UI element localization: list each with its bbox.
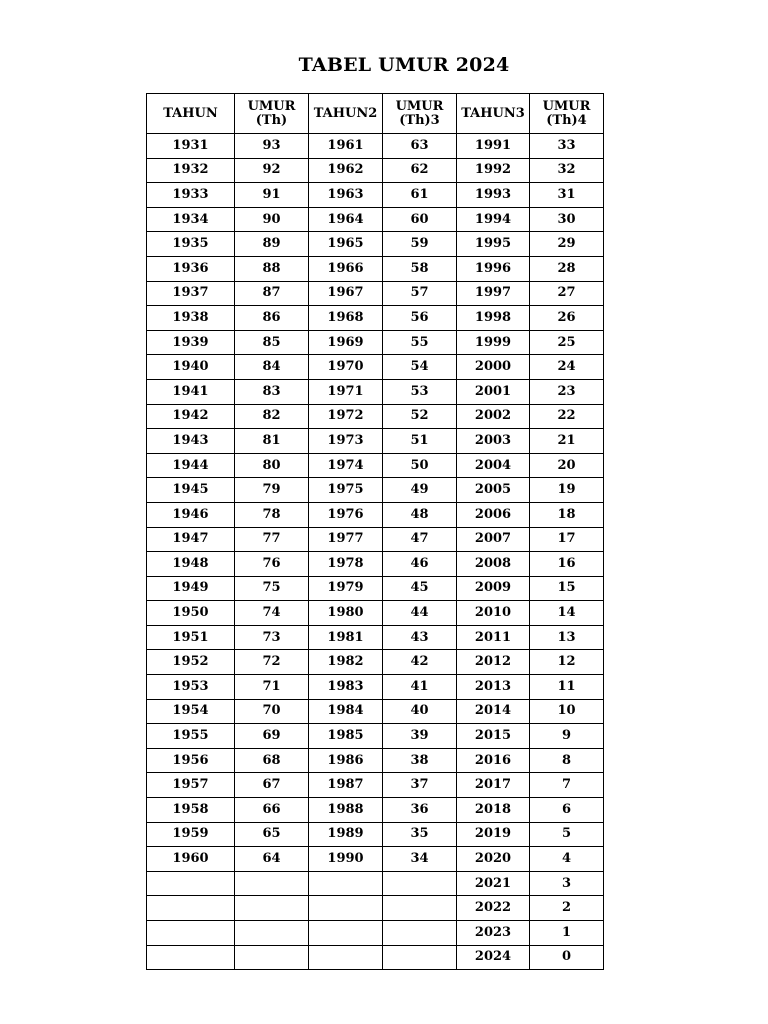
- table-cell: 1964: [309, 207, 383, 232]
- table-cell: 23: [530, 379, 604, 404]
- table-cell: 1970: [309, 355, 383, 380]
- table-row: [147, 699, 604, 724]
- page-title: TABEL UMUR 2024: [298, 54, 510, 76]
- table-row: [147, 650, 604, 675]
- table-row: [147, 527, 604, 552]
- table-cell: 29: [530, 232, 604, 257]
- table-cell: 33: [530, 134, 604, 159]
- table-cell: 82: [235, 404, 309, 429]
- column-header-sublabel: (Th)3: [399, 112, 440, 128]
- table-cell: 28: [530, 256, 604, 281]
- table-cell: 46: [383, 552, 457, 577]
- table-cell: 8: [530, 748, 604, 773]
- table-cell: [383, 945, 457, 970]
- table-cell: 2001: [457, 379, 530, 404]
- table-cell: 1976: [309, 502, 383, 527]
- table-row: [147, 232, 604, 257]
- table-cell: 37: [383, 773, 457, 798]
- table-cell: 59: [383, 232, 457, 257]
- table-cell: 73: [235, 625, 309, 650]
- table-cell: 20: [530, 453, 604, 478]
- table-cell: 87: [235, 281, 309, 306]
- table-cell: 77: [235, 527, 309, 552]
- table-row: [147, 921, 604, 946]
- table-cell: 1953: [147, 675, 235, 700]
- table-cell: 1978: [309, 552, 383, 577]
- table-cell: 14: [530, 601, 604, 626]
- table-cell: 24: [530, 355, 604, 380]
- table-cell: 5: [530, 822, 604, 847]
- table-cell: 79: [235, 478, 309, 503]
- column-header-sublabel: (Th)4: [546, 112, 587, 128]
- table-cell: 1934: [147, 207, 235, 232]
- table-cell: 1985: [309, 724, 383, 749]
- table-cell: 1961: [309, 134, 383, 159]
- table-cell: 1966: [309, 256, 383, 281]
- table-cell: 90: [235, 207, 309, 232]
- table-cell: [383, 921, 457, 946]
- table-row: [147, 625, 604, 650]
- table-cell: 1969: [309, 330, 383, 355]
- table-cell: 57: [383, 281, 457, 306]
- table-cell: 26: [530, 306, 604, 331]
- table-cell: 61: [383, 183, 457, 208]
- table-cell: 1996: [457, 256, 530, 281]
- table-cell: [235, 945, 309, 970]
- column-header-label: UMUR: [542, 98, 591, 114]
- table-row: [147, 896, 604, 921]
- table-cell: 13: [530, 625, 604, 650]
- table-cell: 85: [235, 330, 309, 355]
- table-cell: 1999: [457, 330, 530, 355]
- table-cell: 83: [235, 379, 309, 404]
- table-cell: 1937: [147, 281, 235, 306]
- table-row: [147, 552, 604, 577]
- table-cell: 1973: [309, 429, 383, 454]
- column-header: [235, 94, 309, 134]
- table-row: [147, 404, 604, 429]
- column-header-label: UMUR: [247, 98, 296, 114]
- table-cell: 1984: [309, 699, 383, 724]
- table-cell: 3: [530, 871, 604, 896]
- table-cell: 65: [235, 822, 309, 847]
- age-table: [146, 93, 604, 970]
- table-cell: 1998: [457, 306, 530, 331]
- table-cell: 1954: [147, 699, 235, 724]
- table-cell: 1952: [147, 650, 235, 675]
- table-row: [147, 724, 604, 749]
- table-cell: [309, 896, 383, 921]
- table-cell: 1938: [147, 306, 235, 331]
- table-cell: 2003: [457, 429, 530, 454]
- table-cell: 78: [235, 502, 309, 527]
- table-cell: 40: [383, 699, 457, 724]
- table-cell: 1956: [147, 748, 235, 773]
- table-cell: 1933: [147, 183, 235, 208]
- table-cell: 1958: [147, 798, 235, 823]
- table-cell: 63: [383, 134, 457, 159]
- table-cell: 50: [383, 453, 457, 478]
- table-cell: 69: [235, 724, 309, 749]
- table-row: [147, 379, 604, 404]
- table-body: [147, 134, 604, 970]
- table-cell: [147, 896, 235, 921]
- table-cell: 70: [235, 699, 309, 724]
- table-cell: 39: [383, 724, 457, 749]
- column-header: [147, 94, 235, 134]
- table-cell: 91: [235, 183, 309, 208]
- table-cell: 9: [530, 724, 604, 749]
- table-row: [147, 158, 604, 183]
- table-cell: [147, 921, 235, 946]
- table-cell: 60: [383, 207, 457, 232]
- table-cell: 55: [383, 330, 457, 355]
- table-cell: 62: [383, 158, 457, 183]
- table-cell: 7: [530, 773, 604, 798]
- table-cell: 1943: [147, 429, 235, 454]
- table-cell: 1975: [309, 478, 383, 503]
- table-cell: 1981: [309, 625, 383, 650]
- table-cell: 51: [383, 429, 457, 454]
- table-cell: 19: [530, 478, 604, 503]
- table-cell: 2023: [457, 921, 530, 946]
- table-cell: 2024: [457, 945, 530, 970]
- table-cell: 1974: [309, 453, 383, 478]
- table-cell: 34: [383, 847, 457, 872]
- table-cell: 30: [530, 207, 604, 232]
- table-cell: 1980: [309, 601, 383, 626]
- table-cell: 1947: [147, 527, 235, 552]
- table-cell: 15: [530, 576, 604, 601]
- column-header-label: UMUR: [395, 98, 444, 114]
- table-row: [147, 576, 604, 601]
- table-row: [147, 207, 604, 232]
- table-cell: 1977: [309, 527, 383, 552]
- table-cell: 16: [530, 552, 604, 577]
- table-cell: 49: [383, 478, 457, 503]
- table-row: [147, 675, 604, 700]
- table-cell: 1951: [147, 625, 235, 650]
- column-header-label: TAHUN: [163, 105, 218, 121]
- table-row: [147, 945, 604, 970]
- table-row: [147, 355, 604, 380]
- table-cell: 92: [235, 158, 309, 183]
- table-cell: 4: [530, 847, 604, 872]
- column-header-label: TAHUN2: [313, 105, 378, 121]
- table-cell: 1972: [309, 404, 383, 429]
- table-cell: 76: [235, 552, 309, 577]
- table-cell: 2011: [457, 625, 530, 650]
- table-cell: 27: [530, 281, 604, 306]
- table-cell: 21: [530, 429, 604, 454]
- column-header-sublabel: (Th): [255, 112, 288, 128]
- table-cell: 1971: [309, 379, 383, 404]
- table-cell: [235, 896, 309, 921]
- table-cell: 58: [383, 256, 457, 281]
- table-cell: 1987: [309, 773, 383, 798]
- table-cell: 1946: [147, 502, 235, 527]
- table-cell: 64: [235, 847, 309, 872]
- table-cell: 68: [235, 748, 309, 773]
- table-cell: [309, 945, 383, 970]
- table-cell: 1982: [309, 650, 383, 675]
- table-row: [147, 330, 604, 355]
- table-cell: 1932: [147, 158, 235, 183]
- table-cell: 86: [235, 306, 309, 331]
- table-cell: 43: [383, 625, 457, 650]
- table-cell: 2000: [457, 355, 530, 380]
- table-cell: 1989: [309, 822, 383, 847]
- table-cell: 2: [530, 896, 604, 921]
- table-cell: 1963: [309, 183, 383, 208]
- table-cell: 17: [530, 527, 604, 552]
- table-cell: 31: [530, 183, 604, 208]
- table-cell: 48: [383, 502, 457, 527]
- table-cell: 84: [235, 355, 309, 380]
- table-cell: [235, 871, 309, 896]
- table-cell: [309, 871, 383, 896]
- table-cell: 25: [530, 330, 604, 355]
- column-header: [530, 94, 604, 134]
- table-row: [147, 478, 604, 503]
- table-cell: [309, 921, 383, 946]
- table-cell: 1948: [147, 552, 235, 577]
- table-cell: 67: [235, 773, 309, 798]
- table-cell: 1995: [457, 232, 530, 257]
- table-cell: 1993: [457, 183, 530, 208]
- table-cell: [147, 945, 235, 970]
- table-cell: 1968: [309, 306, 383, 331]
- table-row: [147, 773, 604, 798]
- table-cell: 18: [530, 502, 604, 527]
- table-row: [147, 798, 604, 823]
- table-cell: 2008: [457, 552, 530, 577]
- table-cell: 1950: [147, 601, 235, 626]
- table-cell: 1994: [457, 207, 530, 232]
- table-cell: 38: [383, 748, 457, 773]
- table-cell: 2007: [457, 527, 530, 552]
- table-cell: 22: [530, 404, 604, 429]
- table-cell: 2019: [457, 822, 530, 847]
- table-cell: 1936: [147, 256, 235, 281]
- table-cell: 1957: [147, 773, 235, 798]
- table-cell: 1940: [147, 355, 235, 380]
- table-row: [147, 601, 604, 626]
- table-cell: 1935: [147, 232, 235, 257]
- table-cell: 1941: [147, 379, 235, 404]
- table-cell: 52: [383, 404, 457, 429]
- table-cell: 6: [530, 798, 604, 823]
- table-cell: 53: [383, 379, 457, 404]
- table-cell: 1939: [147, 330, 235, 355]
- table-cell: 88: [235, 256, 309, 281]
- table-cell: [383, 896, 457, 921]
- table-cell: 2005: [457, 478, 530, 503]
- table-cell: 74: [235, 601, 309, 626]
- table-row: [147, 183, 604, 208]
- table-cell: 1944: [147, 453, 235, 478]
- table-cell: 47: [383, 527, 457, 552]
- table-cell: 1990: [309, 847, 383, 872]
- table-row: [147, 847, 604, 872]
- table-cell: 1955: [147, 724, 235, 749]
- table-row: [147, 429, 604, 454]
- table-cell: 2017: [457, 773, 530, 798]
- table-cell: 1960: [147, 847, 235, 872]
- table-cell: 2002: [457, 404, 530, 429]
- table-cell: 89: [235, 232, 309, 257]
- column-header: [457, 94, 530, 134]
- table-cell: 1965: [309, 232, 383, 257]
- table-row: [147, 748, 604, 773]
- table-cell: 93: [235, 134, 309, 159]
- table-cell: 54: [383, 355, 457, 380]
- table-cell: 2006: [457, 502, 530, 527]
- table-cell: 1967: [309, 281, 383, 306]
- table-cell: 2014: [457, 699, 530, 724]
- table-cell: 1962: [309, 158, 383, 183]
- table-row: [147, 822, 604, 847]
- table-cell: 12: [530, 650, 604, 675]
- table-cell: 2016: [457, 748, 530, 773]
- table-cell: 1945: [147, 478, 235, 503]
- table-cell: 2020: [457, 847, 530, 872]
- table-row: [147, 281, 604, 306]
- table-cell: [235, 921, 309, 946]
- table-cell: 1949: [147, 576, 235, 601]
- table-cell: 1931: [147, 134, 235, 159]
- table-cell: 2021: [457, 871, 530, 896]
- table-cell: 32: [530, 158, 604, 183]
- table-cell: 2018: [457, 798, 530, 823]
- table-cell: 1942: [147, 404, 235, 429]
- table-row: [147, 453, 604, 478]
- table-cell: 66: [235, 798, 309, 823]
- table-cell: 2010: [457, 601, 530, 626]
- table-cell: 0: [530, 945, 604, 970]
- table-cell: 1988: [309, 798, 383, 823]
- table-cell: 2009: [457, 576, 530, 601]
- table-cell: 2022: [457, 896, 530, 921]
- table-cell: 1: [530, 921, 604, 946]
- table-cell: 2013: [457, 675, 530, 700]
- table-cell: 2015: [457, 724, 530, 749]
- column-header-label: TAHUN3: [461, 105, 525, 121]
- table-cell: 1986: [309, 748, 383, 773]
- table-row: [147, 134, 604, 159]
- table-cell: 35: [383, 822, 457, 847]
- table-cell: 72: [235, 650, 309, 675]
- table-cell: 71: [235, 675, 309, 700]
- table-cell: [147, 871, 235, 896]
- table-cell: 1992: [457, 158, 530, 183]
- table-cell: 42: [383, 650, 457, 675]
- table-cell: 56: [383, 306, 457, 331]
- table-cell: 44: [383, 601, 457, 626]
- table-cell: 10: [530, 699, 604, 724]
- table-cell: 11: [530, 675, 604, 700]
- column-header: [309, 94, 383, 134]
- table-cell: 1979: [309, 576, 383, 601]
- table-cell: 1959: [147, 822, 235, 847]
- column-header: [383, 94, 457, 134]
- table-cell: 75: [235, 576, 309, 601]
- header-row: [147, 94, 604, 134]
- table-row: [147, 502, 604, 527]
- table-cell: 81: [235, 429, 309, 454]
- table-cell: 1997: [457, 281, 530, 306]
- table-row: [147, 256, 604, 281]
- table-cell: 1983: [309, 675, 383, 700]
- table-header: [147, 94, 604, 134]
- table-cell: [383, 871, 457, 896]
- table-row: [147, 871, 604, 896]
- table-cell: 1991: [457, 134, 530, 159]
- table-cell: 36: [383, 798, 457, 823]
- table-cell: 41: [383, 675, 457, 700]
- table-cell: 2012: [457, 650, 530, 675]
- table-cell: 2004: [457, 453, 530, 478]
- table-cell: 80: [235, 453, 309, 478]
- table-cell: 45: [383, 576, 457, 601]
- table-row: [147, 306, 604, 331]
